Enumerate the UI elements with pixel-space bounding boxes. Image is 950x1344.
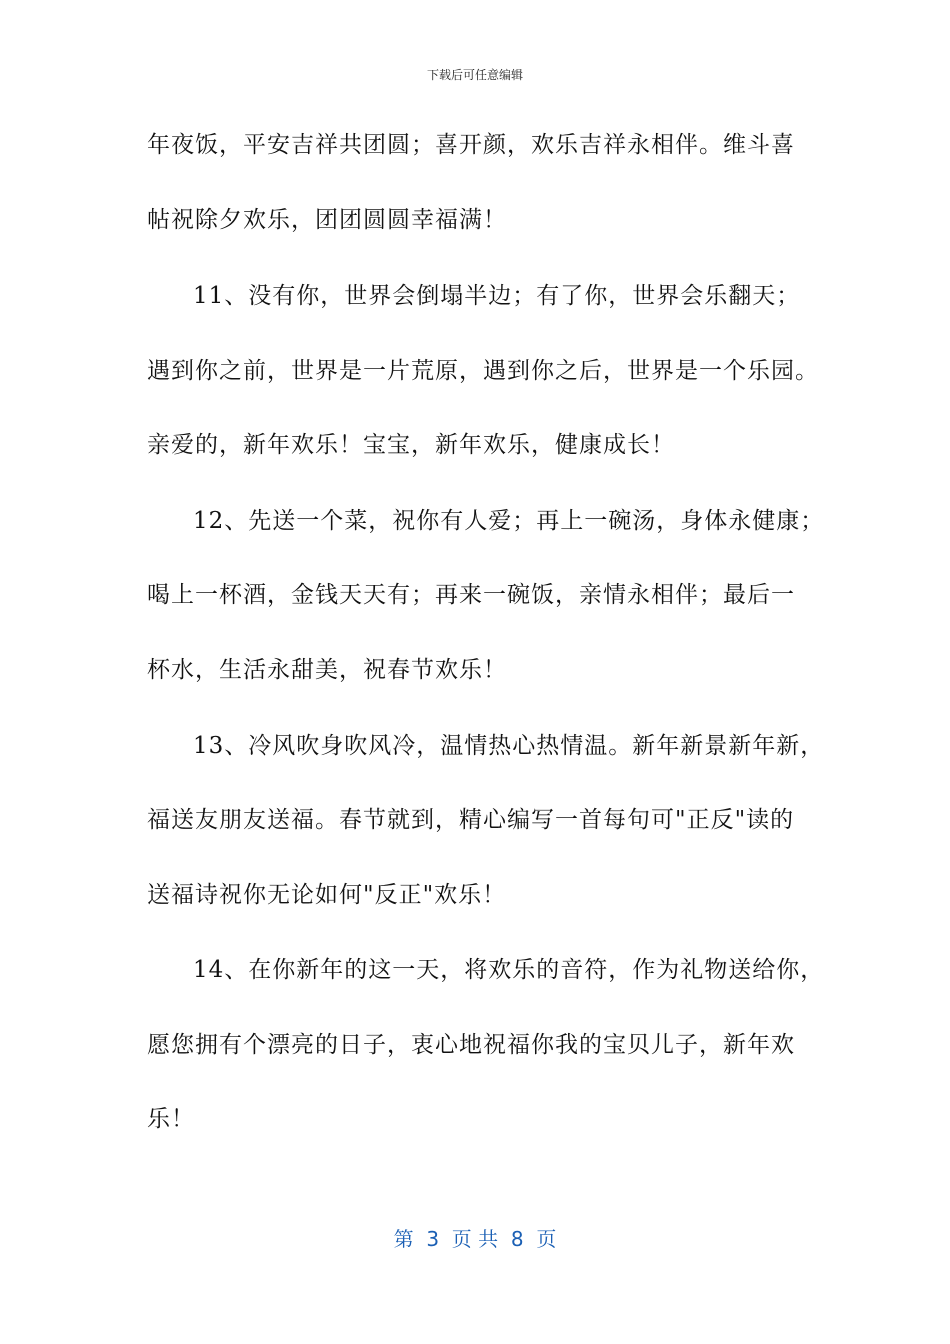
page-header: 下载后可任意编辑 [426, 68, 523, 82]
paragraph-14-first-line: 14、在你新年的这一天，将欢乐的音符，作为礼物送给你， [193, 957, 825, 983]
text-line: 亲爱的，新年欢乐！宝宝，新年欢乐，健康成长！ [147, 432, 675, 458]
text-line: 年夜饭，平安吉祥共团圆；喜开颜，欢乐吉祥永相伴。维斗喜 [147, 132, 795, 158]
page-number-footer: 第 3 页 共 8 页 [393, 1227, 557, 1251]
text-line: 遇到你之前，世界是一片荒原，遇到你之后，世界是一个乐园。 [147, 358, 819, 384]
text-line: 帖祝除夕欢乐，团团圆圆幸福满！ [147, 207, 507, 233]
text-line: 喝上一杯酒，金钱天天有；再来一碗饭，亲情永相伴；最后一 [147, 582, 795, 608]
text-line: 送福诗祝你无论如何"反正"欢乐！ [147, 882, 507, 908]
text-line: 愿您拥有个漂亮的日子，衷心地祝福你我的宝贝儿子，新年欢 [147, 1032, 795, 1058]
text-line: 杯水，生活永甜美，祝春节欢乐！ [147, 657, 507, 683]
paragraph-11-first-line: 11、没有你，世界会倒塌半边；有了你，世界会乐翻天； [193, 283, 801, 309]
paragraph-13-first-line: 13、冷风吹身吹风冷，温情热心热情温。新年新景新年新， [193, 733, 825, 759]
text-line: 乐！ [147, 1106, 195, 1132]
paragraph-12-first-line: 12、先送一个菜，祝你有人爱；再上一碗汤，身体永健康； [193, 508, 825, 534]
text-line: 福送友朋友送福。春节就到，精心编写一首每句可"正反"读的 [147, 807, 795, 833]
